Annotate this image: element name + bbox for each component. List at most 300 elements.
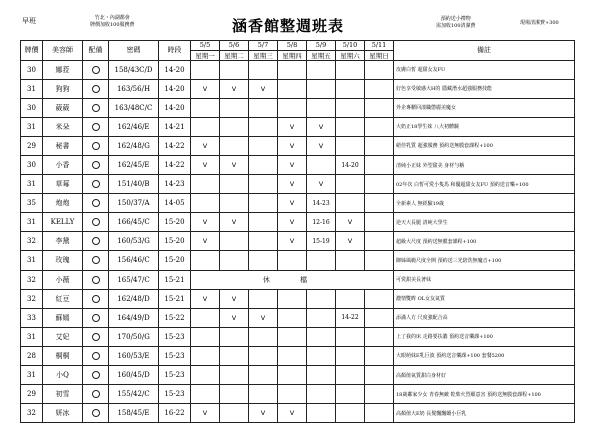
cell-day: [220, 346, 249, 365]
cell-day: [365, 251, 394, 270]
cell-day: [249, 327, 278, 346]
cell-code: 163/56/H: [109, 79, 159, 98]
cell-day: [336, 60, 365, 79]
cell-day: [278, 327, 307, 346]
cell-notes: 可愛甜美長著妹: [394, 270, 575, 289]
day-date: 5/6: [220, 41, 249, 51]
cell-assign: [83, 136, 109, 155]
cell-price: 31: [21, 117, 43, 136]
cell-day: [220, 327, 249, 346]
cell-time: 14-21: [159, 117, 191, 136]
cell-day: 14-22: [336, 308, 365, 327]
table-row: [21, 98, 575, 117]
table-row: [21, 232, 575, 251]
cell-time: 15-23: [159, 346, 191, 365]
cell-day: [365, 404, 394, 423]
cell-day: [249, 194, 278, 213]
cell-time: 15-23: [159, 327, 191, 346]
cell-notes: 御姊風範尺度全開 預約送三光陪洗無魔音+100: [394, 251, 575, 270]
cell-day: [365, 136, 394, 155]
circle-icon: [92, 390, 100, 398]
cell-notes: 高顏值大E奶 長髮飄飄嬌小巨乳: [394, 404, 575, 423]
cell-notes: 絕佳乳質 超強服務 預約送無膜套課程+100: [394, 136, 575, 155]
circle-icon: [92, 371, 100, 379]
cell-day: V: [278, 155, 307, 174]
cell-day: [191, 175, 220, 194]
sheet-header: [0, 0, 600, 40]
cell-day: [191, 251, 220, 270]
cell-name: KELLY: [43, 213, 83, 232]
cell-time: 14-22: [159, 155, 191, 174]
cell-day: [220, 366, 249, 385]
cell-code: 151/40/B: [109, 175, 159, 194]
cell-day: [307, 308, 336, 327]
table-row: [21, 60, 575, 79]
table-row: [21, 213, 575, 232]
cell-code: 158/43C/D: [109, 60, 159, 79]
cell-code: 164/49/D: [109, 308, 159, 327]
cell-notes: 全新素人 無經驗19歲: [394, 194, 575, 213]
cell-code: 170/50/G: [109, 327, 159, 346]
cell-assign: [83, 117, 109, 136]
location-line-1: 竹北・內湖都會: [94, 15, 130, 21]
circle-icon: [92, 295, 100, 303]
cell-day: V: [249, 404, 278, 423]
cell-name: 炮炮: [43, 194, 83, 213]
table-row: [21, 136, 575, 155]
cell-day: V: [191, 404, 220, 423]
cell-assign: [83, 404, 109, 423]
circle-icon: [92, 333, 100, 341]
cell-price: 29: [21, 385, 43, 404]
cell-assign: [83, 155, 109, 174]
cell-day: [220, 60, 249, 79]
cell-day: V: [278, 194, 307, 213]
col-assign: 配備: [83, 41, 109, 61]
col-time: 時段: [159, 41, 191, 61]
shift-label: 早班: [22, 17, 36, 25]
day-date: 5/9: [307, 41, 336, 51]
cell-price: 31: [21, 327, 43, 346]
cell-day: V: [307, 175, 336, 194]
circle-icon: [92, 199, 100, 207]
cell-price: 33: [21, 308, 43, 327]
cell-day: [336, 385, 365, 404]
cell-name: 娜菈: [43, 60, 83, 79]
cell-notes: 好色享受敏感大H的 隱藏潛水超強服務技能: [394, 79, 575, 98]
table-row: [21, 117, 575, 136]
cell-day: V: [278, 117, 307, 136]
cell-notes: 外企專櫃回漾職懲麗美魔女: [394, 98, 575, 117]
cell-day: [365, 289, 394, 308]
cell-day: [307, 404, 336, 423]
table-row: [21, 385, 575, 404]
cell-day: [249, 60, 278, 79]
cell-day: [365, 98, 394, 117]
cell-assign: [83, 327, 109, 346]
day-weekday: 星期三: [249, 50, 278, 60]
cell-day: V: [278, 213, 307, 232]
cell-day: [336, 404, 365, 423]
cell-day: [191, 346, 220, 365]
cell-day: [278, 98, 307, 117]
cell-day: V: [220, 213, 249, 232]
cell-day: [249, 251, 278, 270]
cell-day: [365, 194, 394, 213]
cell-day: [191, 60, 220, 79]
rest-label: 休 檔: [191, 270, 394, 289]
cell-time: 15-20: [159, 213, 191, 232]
cell-day: 14-20: [336, 155, 365, 174]
day-date: 5/5: [191, 41, 220, 51]
col-name: 美容師: [43, 41, 83, 61]
cell-code: 163/48C/C: [109, 98, 159, 117]
cell-notes: 上了我的床 走路要扶牆 預約送音樂課+100: [394, 327, 575, 346]
circle-icon: [92, 276, 100, 284]
cell-name: 玫瑰: [43, 251, 83, 270]
circle-icon: [92, 218, 100, 226]
cell-day: 15-19: [307, 232, 336, 251]
cell-assign: [83, 98, 109, 117]
cell-price: 32: [21, 404, 43, 423]
cell-code: 160/53/E: [109, 346, 159, 365]
cell-day: V: [278, 136, 307, 155]
cell-time: 14-05: [159, 194, 191, 213]
cell-day: [249, 175, 278, 194]
cell-time: 14-20: [159, 98, 191, 117]
cell-time: 15-20: [159, 232, 191, 251]
notice-line-2: 需加收100清潔費: [436, 23, 476, 29]
col-price: 牌價: [21, 41, 43, 61]
circle-icon: [92, 256, 100, 264]
cell-day: [307, 366, 336, 385]
cell-assign: [83, 251, 109, 270]
cell-price: 28: [21, 346, 43, 365]
cell-code: 158/45/E: [109, 404, 159, 423]
day-weekday: 星期六: [336, 50, 365, 60]
circle-icon: [92, 314, 100, 322]
table-row: [21, 404, 575, 423]
cell-name: 秘書: [43, 136, 83, 155]
cell-assign: [83, 346, 109, 365]
col-code: 密碼: [109, 41, 159, 61]
cell-day: [220, 232, 249, 251]
cell-day: [191, 98, 220, 117]
cell-day: V: [278, 232, 307, 251]
cell-day: [220, 194, 249, 213]
cell-price: 30: [21, 98, 43, 117]
cell-day: [220, 251, 249, 270]
cell-price: 31: [21, 251, 43, 270]
table-row: [21, 194, 575, 213]
cell-day: [336, 346, 365, 365]
cell-day: [307, 385, 336, 404]
cell-day: [278, 289, 307, 308]
cell-name: 桐桐: [43, 346, 83, 365]
cell-name: 小香: [43, 155, 83, 174]
cell-day: [365, 308, 394, 327]
cell-name: 紅豆: [43, 289, 83, 308]
cell-price: 32: [21, 289, 43, 308]
circle-icon: [92, 237, 100, 245]
cell-time: 14-22: [159, 136, 191, 155]
day-weekday: 星期日: [365, 50, 394, 60]
cell-day: [307, 60, 336, 79]
circle-icon: [92, 123, 100, 131]
cell-day: [191, 194, 220, 213]
table-row: [21, 308, 575, 327]
cell-day: [307, 346, 336, 365]
cell-day: [307, 289, 336, 308]
cell-assign: [83, 79, 109, 98]
cell-price: 31: [21, 175, 43, 194]
cell-day: V: [278, 175, 307, 194]
table-row: [21, 251, 575, 270]
cell-assign: [83, 232, 109, 251]
page-title: 涵香館整週班表: [232, 17, 345, 35]
cell-day: [365, 385, 394, 404]
cell-day: [307, 251, 336, 270]
cell-code: 155/42/C: [109, 385, 159, 404]
cell-day: [249, 136, 278, 155]
cell-day: 12-16: [307, 213, 336, 232]
cell-price: 31: [21, 213, 43, 232]
cell-day: V: [336, 213, 365, 232]
cell-price: 35: [21, 194, 43, 213]
cell-day: [336, 251, 365, 270]
day-date: 5/11: [365, 41, 394, 51]
cell-day: 14-23: [307, 194, 336, 213]
cell-assign: [83, 385, 109, 404]
cell-day: [220, 385, 249, 404]
cell-day: [365, 60, 394, 79]
cell-assign: [83, 308, 109, 327]
cell-price: 31: [21, 366, 43, 385]
cell-day: [278, 385, 307, 404]
cell-day: [249, 232, 278, 251]
cell-time: 14-20: [159, 60, 191, 79]
schedule-rows: [21, 60, 575, 423]
cell-assign: [83, 194, 109, 213]
cell-day: V: [307, 136, 336, 155]
location-line-2: 牌價加收100服務費: [90, 22, 135, 28]
table-row: [21, 79, 575, 98]
cell-day: V: [220, 79, 249, 98]
table-row: [21, 327, 575, 346]
table-row: [21, 175, 575, 194]
cell-code: 150/37/A: [109, 194, 159, 213]
day-weekday: 星期一: [191, 50, 220, 60]
cell-time: 14-23: [159, 175, 191, 194]
cell-notes: 濃情雙眸 OL女友氣質: [394, 289, 575, 308]
cell-day: [191, 308, 220, 327]
cell-notes: 添滿人方 尺度強配合高: [394, 308, 575, 327]
cell-notes: 18歲鄰家少女 青春無敵 乾柴火烈願意害 預約送無膜套課程+100: [394, 385, 575, 404]
schedule-table: [20, 40, 575, 423]
cell-day: [220, 404, 249, 423]
cell-name: 小Q: [43, 366, 83, 385]
cell-day: [365, 155, 394, 174]
cell-day: V: [249, 79, 278, 98]
cell-day: [220, 136, 249, 155]
cell-day: [365, 366, 394, 385]
cell-day: [365, 117, 394, 136]
circle-icon: [92, 142, 100, 150]
cell-name: 葳葳: [43, 98, 83, 117]
cell-notes: 大眼萌妹E乳巨波 預約送音樂課+100 套餐5200: [394, 346, 575, 365]
cell-day: [307, 98, 336, 117]
cell-day: [336, 79, 365, 98]
col-notes: 備註: [394, 41, 575, 61]
cell-time: 16-22: [159, 404, 191, 423]
cell-name: 狗狗: [43, 79, 83, 98]
cell-day: [336, 98, 365, 117]
table-row: [21, 366, 575, 385]
cell-day: V: [220, 308, 249, 327]
cell-day: [191, 366, 220, 385]
cell-code: 156/46/C: [109, 251, 159, 270]
cell-day: [191, 327, 220, 346]
cell-notes: 大奶正18學生妹 八大初體驗: [394, 117, 575, 136]
cell-day: [336, 136, 365, 155]
cell-name: 初雪: [43, 385, 83, 404]
cell-day: [365, 175, 394, 194]
circle-icon: [92, 180, 100, 188]
cell-notes: 皮膚白皙 超甜女友FU: [394, 60, 575, 79]
cell-code: 166/45/C: [109, 213, 159, 232]
cell-day: [336, 194, 365, 213]
cell-day: [191, 117, 220, 136]
cell-code: 162/48/D: [109, 289, 159, 308]
cell-assign: [83, 289, 109, 308]
cell-time: 15-21: [159, 289, 191, 308]
location-note: [90, 15, 135, 29]
cell-day: V: [220, 155, 249, 174]
cell-time: 14-20: [159, 79, 191, 98]
day-date: 5/7: [249, 41, 278, 51]
cell-day: [278, 79, 307, 98]
cell-day: [249, 117, 278, 136]
notice-line-1: 預約送小禮物: [440, 16, 471, 22]
cell-day: V: [336, 232, 365, 251]
day-weekday: 星期四: [278, 50, 307, 60]
cell-day: [191, 385, 220, 404]
table-row: [21, 155, 575, 174]
table-row: [21, 270, 575, 289]
cell-day: [249, 366, 278, 385]
cell-day: [336, 366, 365, 385]
cell-name: 妍冰: [43, 404, 83, 423]
circle-icon: [92, 66, 100, 74]
booking-notice: [436, 16, 476, 30]
circle-icon: [92, 161, 100, 169]
cell-day: V: [191, 232, 220, 251]
circle-icon: [92, 104, 100, 112]
cell-time: 15-22: [159, 308, 191, 327]
cell-day: [249, 346, 278, 365]
cell-day: V: [191, 289, 220, 308]
cell-day: [365, 79, 394, 98]
day-date: 5/8: [278, 41, 307, 51]
cell-name: 李黛: [43, 232, 83, 251]
cell-price: 29: [21, 136, 43, 155]
cell-day: V: [191, 155, 220, 174]
table-row: [21, 346, 575, 365]
cell-day: [278, 308, 307, 327]
cell-notes: 02年次 白皙可愛小隻馬 和優超甜女友FU 預約送音樂+100: [394, 175, 575, 194]
cell-day: [365, 346, 394, 365]
cell-day: [249, 98, 278, 117]
cell-price: 31: [21, 79, 43, 98]
cell-price: 30: [21, 155, 43, 174]
cell-day: [336, 175, 365, 194]
cell-day: [307, 155, 336, 174]
cell-assign: [83, 213, 109, 232]
cell-day: [220, 117, 249, 136]
cell-price: 32: [21, 232, 43, 251]
cell-day: [336, 117, 365, 136]
cell-notes: 清純小正妹 外型甜美 身材勻稱: [394, 155, 575, 174]
cell-notes: 逆天大長腿 清純大學生: [394, 213, 575, 232]
day-weekday: 星期五: [307, 50, 336, 60]
cell-time: 15-23: [159, 385, 191, 404]
cell-code: 165/47/C: [109, 270, 159, 289]
cell-time: 15-20: [159, 251, 191, 270]
cell-name: 米朵: [43, 117, 83, 136]
cell-day: [365, 213, 394, 232]
cell-day: [336, 327, 365, 346]
cell-price: 32: [21, 270, 43, 289]
day-date: 5/10: [336, 41, 365, 51]
cell-time: 15-23: [159, 366, 191, 385]
cell-notes: 高顏值氣質甜白身材好: [394, 366, 575, 385]
cell-name: 蘇嫣: [43, 308, 83, 327]
cell-day: V: [191, 136, 220, 155]
cell-day: [307, 327, 336, 346]
circle-icon: [92, 85, 100, 93]
cell-day: [249, 289, 278, 308]
cell-code: 162/45/E: [109, 155, 159, 174]
cell-day: [249, 213, 278, 232]
circle-icon: [92, 409, 100, 417]
cell-assign: [83, 175, 109, 194]
cell-day: [336, 289, 365, 308]
cell-day: [307, 79, 336, 98]
cell-day: V: [191, 213, 220, 232]
circle-icon: [92, 352, 100, 360]
cell-code: 162/46/E: [109, 117, 159, 136]
cell-day: [278, 60, 307, 79]
cell-day: [278, 366, 307, 385]
table-row: [21, 289, 575, 308]
day-weekday: 星期二: [220, 50, 249, 60]
cell-assign: [83, 270, 109, 289]
cell-day: [365, 232, 394, 251]
cell-code: 160/45/D: [109, 366, 159, 385]
cleaning-fee-note: 現場清潔費+300: [520, 20, 559, 26]
cell-name: 艾妃: [43, 327, 83, 346]
cell-day: V: [278, 404, 307, 423]
cell-day: [278, 251, 307, 270]
cell-assign: [83, 366, 109, 385]
cell-day: [249, 385, 278, 404]
cell-day: V: [307, 117, 336, 136]
cell-day: [278, 346, 307, 365]
cell-time: 15-21: [159, 270, 191, 289]
cell-day: [249, 155, 278, 174]
cell-day: [220, 98, 249, 117]
cell-day: V: [191, 79, 220, 98]
